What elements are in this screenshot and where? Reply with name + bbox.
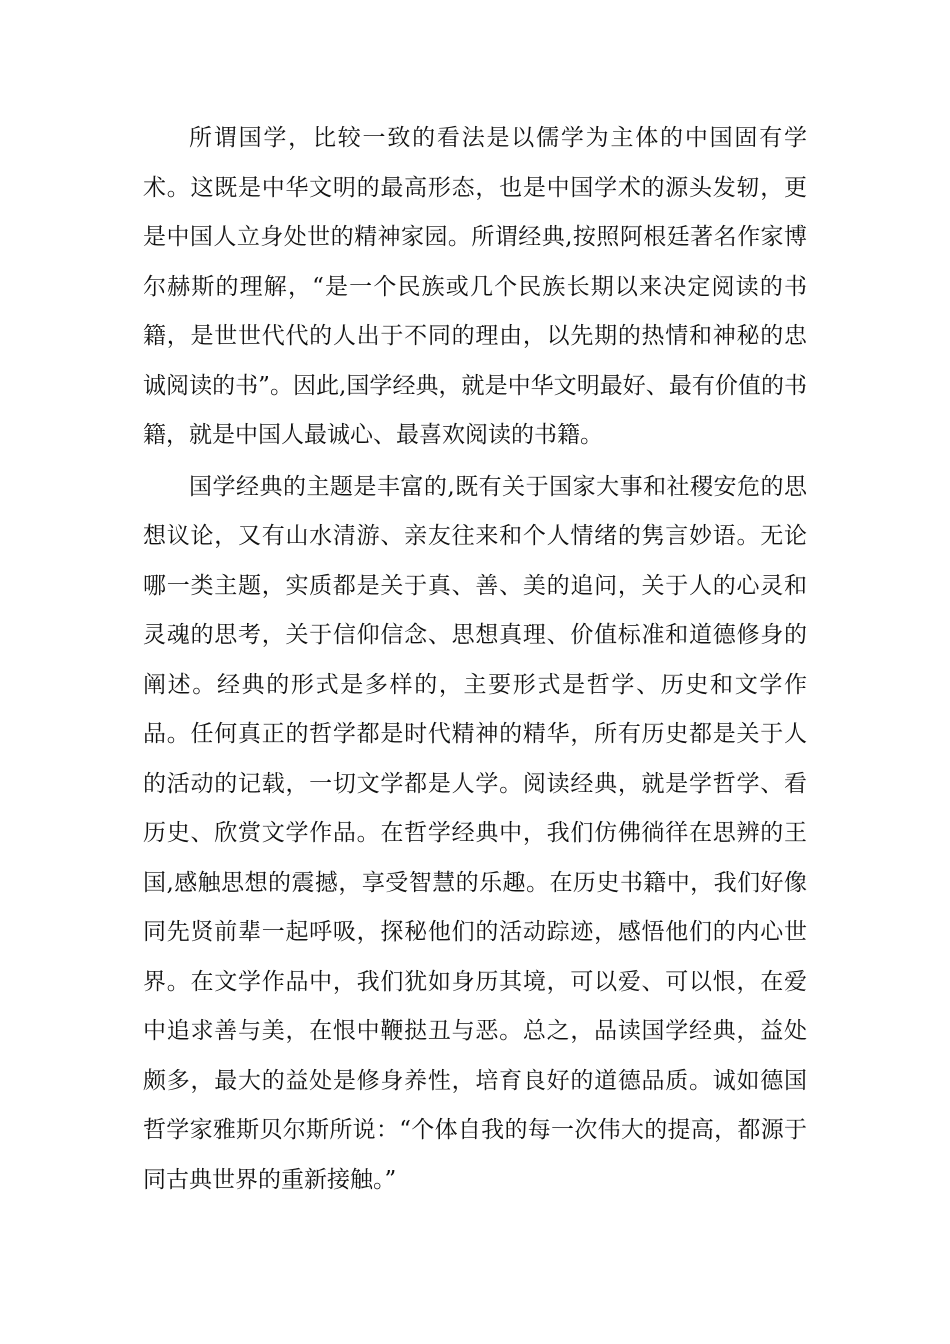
- paragraph-2: 国学经典的主题是丰富的,既有关于国家大事和社稷安危的思想议论，又有山水清游、亲友往来和个人情绪的隽言妙语。无论哪一类主题，实质都是关于真、善、美的追问，关于人的心灵和灵魂的思考，关于信仰信念、思想真理、价值标准和道德修身的阐述。经典的形式是多样的，主要形式是哲学、历史和文学作品。任何真正的哲学都是时代精神的精华，所有历史都是关于人的活动的记载，一切文学都是人学。阅读经典，就是学哲学、看历史、欣赏文学作品。在哲学经典中，我们仿佛徜徉在思辨的王国,感触思想的震撼，享受智慧的乐趣。在历史书籍中，我们好像同先贤前辈一起呼吸，探秘他们的活动踪迹，感悟他们的内心世界。在文学作品中，我们犹如身历其境，可以爱、可以恨，在爱中追求善与美，在恨中鞭挞丑与恶。总之，品读国学经典，益处颇多，最大的益处是修身养性，培育良好的道德品质。诚如德国哲学家雅斯贝尔斯所说：“个体自我的每一次伟大的提高，都源于同古典世界的重新接触。”: [143, 473, 807, 1193]
- document-body: [143, 114, 807, 1205]
- paragraph-1: 所谓国学，比较一致的看法是以儒学为主体的中国固有学术。这既是中华文明的最高形态，也是中国学术的源头发轫，更是中国人立身处世的精神家园。所谓经典,按照阿根廷著名作家博尔赫斯的理解，“是一个民族或几个民族长期以来决定阅读的书籍，是世世代代的人出于不同的理由，以先期的热情和神秘的忠诚阅读的书”。因此,国学经典，就是中华文明最好、最有价值的书籍，就是中国人最诚心、最喜欢阅读的书籍。: [143, 125, 807, 448]
